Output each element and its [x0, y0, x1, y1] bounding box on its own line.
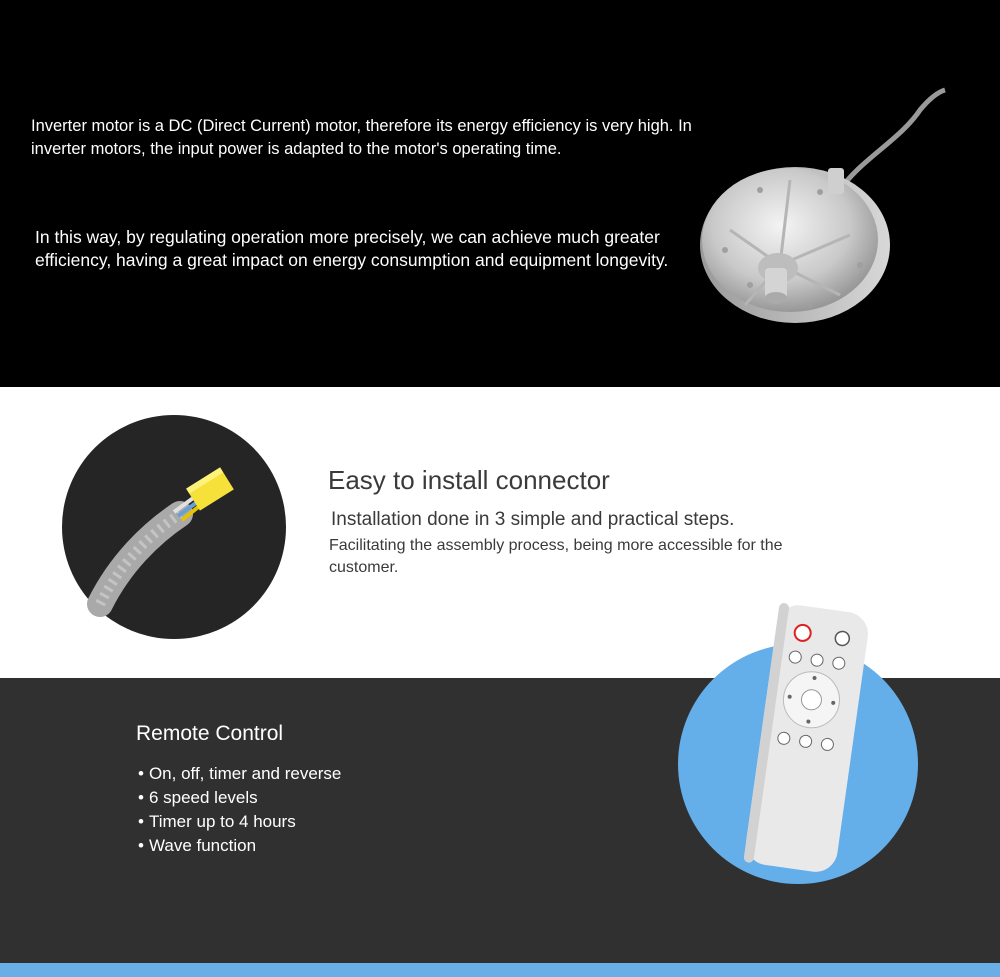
connector-image: [60, 414, 288, 640]
list-item: • On, off, timer and reverse: [138, 762, 341, 786]
motor-section: [0, 0, 1000, 387]
list-item: • 6 speed levels: [138, 786, 341, 810]
remote-title: Remote Control: [136, 722, 284, 745]
remote-control-image: [676, 598, 921, 884]
motor-description: Inverter motor is a DC (Direct Current) motor, therefore its energy efficiency is very high. In inverter motors, the input power is adapted to the motor's operating time.: [31, 117, 692, 158]
remote-feature-list: [138, 762, 341, 858]
connector-title: Easy to install connector: [328, 465, 610, 495]
bottom-accent-band: [0, 963, 1000, 977]
dc-motor-image: [690, 80, 990, 330]
connector-description: Facilitating the assembly process, being more accessible for the customer.: [329, 537, 783, 576]
connector-steps-text: Installation done in 3 simple and practical steps.: [331, 509, 735, 530]
list-item: • Timer up to 4 hours: [138, 810, 341, 834]
motor-efficiency-text: In this way, by regulating operation more precisely, we can achieve much greater efficiency, having a great impact on energy consumption and equipment longevity.: [35, 227, 669, 270]
list-item: • Wave function: [138, 834, 341, 858]
